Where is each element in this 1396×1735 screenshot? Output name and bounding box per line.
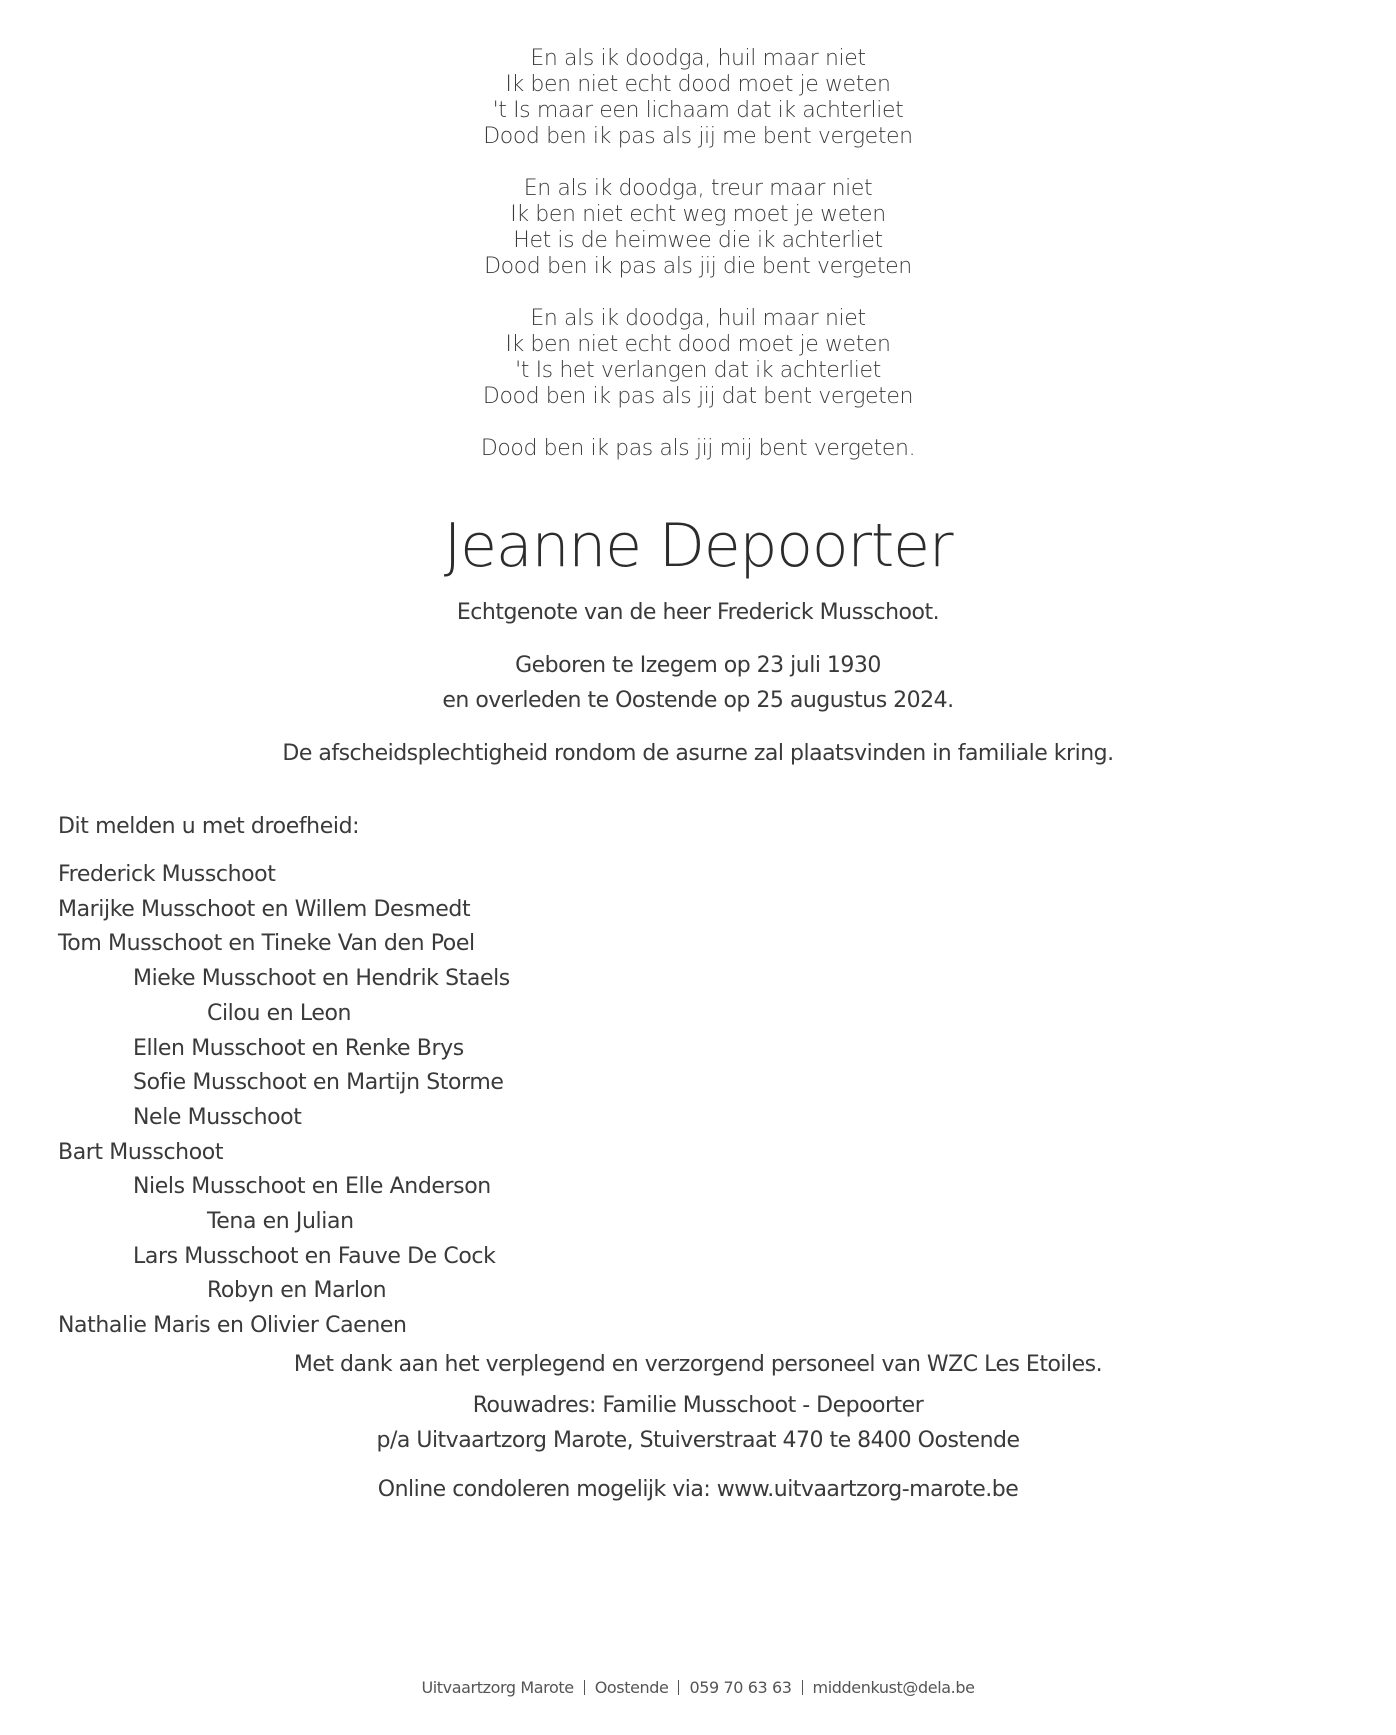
- poem-line: En als ik doodga, huil maar niet: [530, 306, 866, 331]
- poem-line: Het is de heimwee die ik achterliet: [513, 228, 883, 253]
- family-member: Mieke Musschoot en Hendrik Staels: [133, 966, 510, 992]
- online-condolence: [0, 1472, 1396, 1507]
- family-member: Tena en Julian: [207, 1209, 354, 1235]
- poem-line: 't Is maar een lichaam dat ik achterliet: [492, 98, 904, 123]
- family-member: Tom Musschoot en Tineke Van den Poel: [58, 931, 475, 957]
- spouse-line: Echtgenote van de heer Frederick Musschoot.: [456, 600, 940, 625]
- footer-email-link[interactable]: middenkust@dela.be: [812, 1678, 975, 1697]
- poem-line: Ik ben niet echt dood moet je weten: [505, 332, 891, 357]
- announcement-heading: Dit melden u met droefheid:: [58, 814, 360, 839]
- footer-phone-link[interactable]: 059 70 63 63: [689, 1678, 792, 1697]
- ceremony-line: De afscheidsplechtigheid rondom de asurne zal plaatsvinden in familiale kring.: [282, 741, 1114, 766]
- family-member: Bart Musschoot: [58, 1139, 224, 1165]
- deceased-name: Jeanne Depoorter: [443, 511, 953, 581]
- poem: [0, 46, 1396, 488]
- footer-company: Uitvaartzorg Marote: [421, 1678, 574, 1697]
- footer: [0, 1676, 1396, 1700]
- poem-stanza: [0, 306, 1396, 410]
- family-member: Frederick Musschoot: [58, 862, 276, 887]
- poem-line: 't Is het verlangen dat ik achterliet: [515, 358, 881, 383]
- online-condolence-label: Online condoleren mogelijk via:: [377, 1477, 717, 1502]
- mourning-address-detail: p/a Uitvaartzorg Marote, Stuiverstraat 470 te 8400 Oostende: [376, 1428, 1020, 1453]
- family-member: Ellen Musschoot en Renke Brys: [133, 1035, 464, 1061]
- family-member: Nele Musschoot: [133, 1104, 302, 1130]
- footer-divider: [678, 1680, 679, 1695]
- footer-city: Oostende: [594, 1678, 669, 1697]
- poem-line: Ik ben niet echt dood moet je weten: [505, 72, 891, 97]
- poem-line: Dood ben ik pas als jij die bent vergeten: [484, 254, 912, 279]
- family-member: Sofie Musschoot en Martijn Storme: [133, 1070, 504, 1096]
- family-member: Niels Musschoot en Elle Anderson: [133, 1174, 491, 1200]
- poem-line: Dood ben ik pas als jij mij bent vergeten.: [480, 436, 916, 461]
- death-line: en overleden te Oostende op 25 augustus 2024.: [442, 688, 954, 713]
- footer-divider: [584, 1680, 585, 1695]
- thanks-line: Met dank aan het verplegend en verzorgend personeel van WZC Les Etoiles.: [293, 1352, 1103, 1377]
- family-list: [58, 810, 510, 1344]
- family-member: Marijke Musschoot en Willem Desmedt: [58, 896, 471, 922]
- poem-line: Dood ben ik pas als jij me bent vergeten: [483, 124, 913, 149]
- birth-line: Geboren te Izegem op 23 juli 1930: [515, 653, 881, 678]
- poem-stanza: [0, 176, 1396, 280]
- footer-divider: [802, 1680, 803, 1695]
- family-member: Cilou en Leon: [207, 1000, 352, 1026]
- poem-closing-stanza: [0, 436, 1396, 462]
- poem-line: En als ik doodga, huil maar niet: [530, 46, 866, 71]
- family-member: Nathalie Maris en Olivier Caenen: [58, 1313, 407, 1339]
- poem-line: En als ik doodga, treur maar niet: [523, 176, 873, 201]
- mourning-address: Rouwadres: Familie Musschoot - Depoorter: [472, 1393, 924, 1418]
- condolence-website-link[interactable]: www.uitvaartzorg-marote.be: [716, 1477, 1019, 1502]
- poem-stanza: [0, 46, 1396, 150]
- family-member: Robyn en Marlon: [207, 1278, 387, 1304]
- life-dates: [0, 648, 1396, 718]
- poem-line: Dood ben ik pas als jij dat bent vergeten: [482, 384, 914, 409]
- family-member: Lars Musschoot en Fauve De Cock: [133, 1243, 496, 1269]
- poem-line: Ik ben niet echt weg moet je weten: [510, 202, 886, 227]
